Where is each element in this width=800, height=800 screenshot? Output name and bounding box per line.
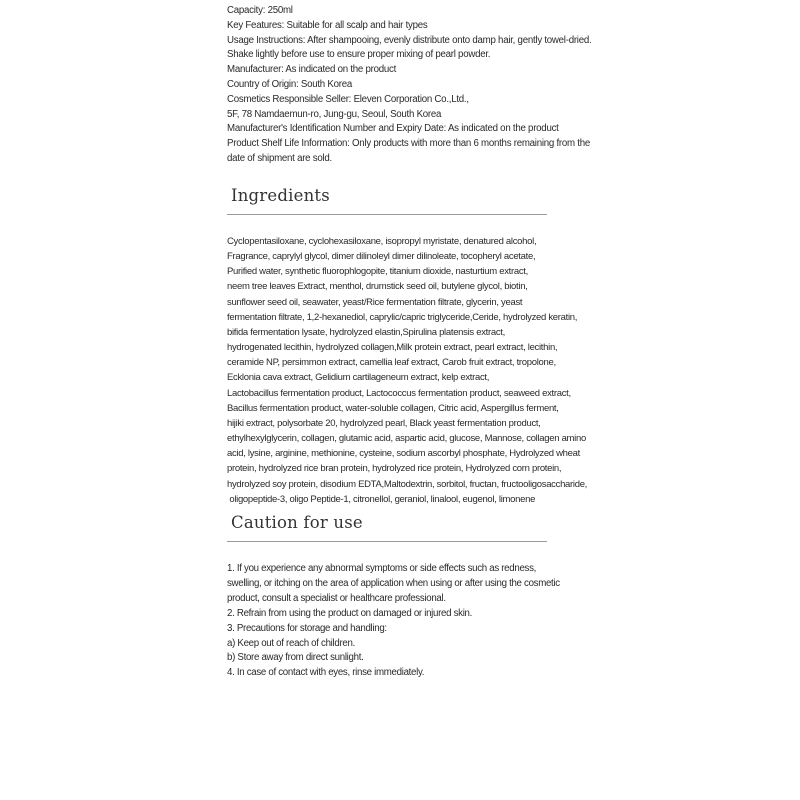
ingredients-line: ceramide NP, persimmon extract, camellia leaf extract, Carob fruit extract, tropolone, xyxy=(227,357,556,369)
ingredients-heading: Ingredients xyxy=(231,186,330,205)
ingredients-line: Fragrance, caprylyl glycol, dimer dilinoleyl dimer dilinoleate, tocopheryl acetate, xyxy=(227,251,536,263)
caution-line: product, consult a specialist or healthcare professional. xyxy=(227,592,446,604)
caution-line: a) Keep out of reach of children. xyxy=(227,637,355,649)
caution-line: 1. If you experience any abnormal symptoms or side effects such as redness, xyxy=(227,563,537,574)
caution-line: 3. Precautions for storage and handling: xyxy=(227,622,387,634)
caution-heading: Caution for use xyxy=(231,513,363,532)
country-of-origin-text: Country of Origin: South Korea xyxy=(227,78,352,90)
ingredients-line: fermentation filtrate, 1,2-hexanediol, caprylic/capric triglyceride,Ceride, hydrolyzed keratin, xyxy=(227,311,578,323)
ingredients-line: Lactobacillus fermentation product, Lactococcus fermentation product, seaweed extract, xyxy=(227,387,571,399)
capacity-text: Capacity: 250ml xyxy=(227,5,293,16)
caution-divider xyxy=(227,541,547,542)
ingredients-line: protein, hydrolyzed rice bran protein, hydrolyzed rice protein, Hydrolyzed corn protein, xyxy=(227,463,562,475)
ingredients-line: ethylhexylglycerin, collagen, glutamic acid, aspartic acid, glucose, Mannose, collagen amino xyxy=(227,433,586,445)
ingredients-line: oligopeptide-3, oligo Peptide-1, citronellol, geraniol, linalool, eugenol, limonene xyxy=(227,493,536,505)
shelf-life-text-cont: date of shipment are sold. xyxy=(227,152,332,164)
caution-list xyxy=(227,562,560,681)
ingredients-line: neem tree leaves Extract, menthol, drumstick seed oil, butylene glycol, biotin, xyxy=(227,281,528,293)
seller-address-text: 5F, 78 Namdaemun-ro, Jung-gu, Seoul, South Korea xyxy=(227,108,442,120)
caution-line: 4. In case of contact with eyes, rinse immediately. xyxy=(227,667,425,679)
usage-instructions-text: Usage Instructions: After shampooing, evenly distribute onto damp hair, gently towel-dried. xyxy=(227,34,592,46)
ingredients-divider xyxy=(227,214,547,215)
ingredients-line: hijiki extract, polysorbate 20, hydrolyzed pearl, Black yeast fermentation product, xyxy=(227,417,541,429)
ingredients-line: Ecklonia cava extract, Gelidium cartilageneum extract, kelp extract, xyxy=(227,372,490,384)
caution-line: b) Store away from direct sunlight. xyxy=(227,652,364,664)
ingredients-line: Cyclopentasiloxane, cyclohexasiloxane, isopropyl myristate, denatured alcohol, xyxy=(227,236,537,247)
ingredients-line: acid, lysine, arginine, methionine, cysteine, sodium ascorbyl phosphate, Hydrolyzed wheat xyxy=(227,448,580,460)
responsible-seller-text: Cosmetics Responsible Seller: Eleven Corporation Co.,Ltd., xyxy=(227,93,469,105)
ingredients-line: sunflower seed oil, seawater, yeast/Rice fermentation filtrate, glycerin, yeast xyxy=(227,296,523,308)
manufacturer-text: Manufacturer: As indicated on the product xyxy=(227,64,397,76)
usage-instructions-text-cont: Shake lightly before use to ensure proper mixing of pearl powder. xyxy=(227,49,491,61)
product-info-list xyxy=(227,4,591,167)
ingredients-line: hydrolyzed soy protein, disodium EDTA,Maltodextrin, sorbitol, fructan, fructooligosaccharide, xyxy=(227,478,588,490)
ingredients-line: hydrogenated lecithin, hydrolyzed collagen,Milk protein extract, pearl extract, lecithin, xyxy=(227,342,558,354)
ingredients-line: Bacillus fermentation product, water-soluble collagen, Citric acid, Aspergillus ferment, xyxy=(227,402,559,414)
identification-expiry-text: Manufacturer's Identification Number and Expiry Date: As indicated on the product xyxy=(227,123,559,135)
ingredients-list xyxy=(227,234,587,507)
key-features-text: Key Features: Suitable for all scalp and hair types xyxy=(227,19,428,31)
shelf-life-text: Product Shelf Life Information: Only products with more than 6 months remaining from the xyxy=(227,138,590,150)
ingredients-line: bifida fermentation lysate, hydrolyzed elastin,Spirulina platensis extract, xyxy=(227,326,505,338)
caution-line: 2. Refrain from using the product on damaged or injured skin. xyxy=(227,607,473,619)
caution-line: swelling, or itching on the area of application when using or after using the cosmetic xyxy=(227,577,560,589)
ingredients-line: Purified water, synthetic fluorophlogopite, titanium dioxide, nasturtium extract, xyxy=(227,266,528,278)
